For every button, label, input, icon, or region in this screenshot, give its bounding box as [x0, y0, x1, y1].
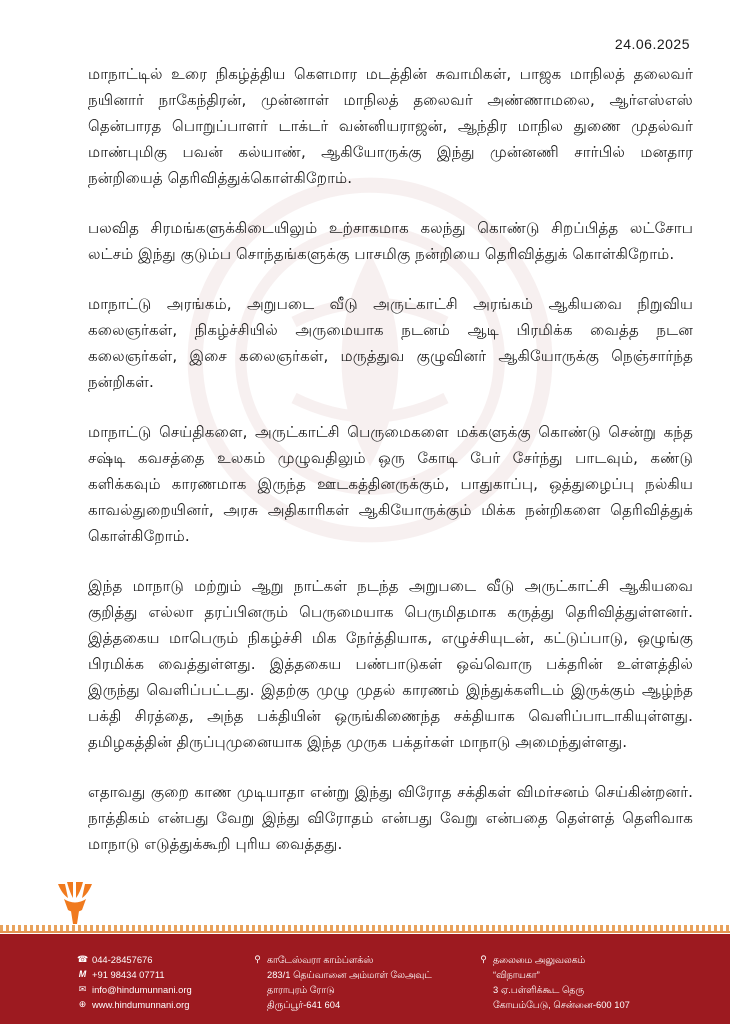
- mobile-icon: M: [78, 969, 87, 979]
- location-pin-icon: ⚲: [254, 954, 261, 964]
- footer-office1-line2: தாராபுரம் ரோடு: [267, 984, 335, 995]
- paragraph-critics-response: எதாவது குறை காண முடியாதா என்று இந்து விரோத சக்திகள் விமர்சனம் செய்கின்றனர். நாத்திகம் என்பது வேறு இந்து விரோதம் என்பது வேறு என்பதை தெள்ளத் தெளிவாக மாநாடு எடுத்துக்கூறி புரிய வைத்தது.: [88, 783, 693, 853]
- paragraph-thanks-speakers: மாநாட்டில் உரை நிகழ்த்திய கௌமார மடத்தின் சுவாமிகள், பாஜக மாநிலத் தலைவர் நயினார் நாகேந்திரன், முன்னாள் மாநிலத் தலைவர் அண்ணாமலை, ஆர்எஸ்எஸ் தென்பாரத பொறுப்பாளர் டாக்டர் வன்னியராஜன், ஆந்திர மாநில துணை முதல்வர் மாண்புமிகு பவன் கல்யாண், ஆகியோருக்கு இந்து முன்னணி சார்பில் மனதார நன்றியைத் தெரிவித்துக்கொள்கிறோம்.: [88, 65, 693, 187]
- letter-body: [88, 61, 693, 881]
- paragraph-thanks-artists: மாநாட்டு அரங்கம், அறுபடை வீடு அருட்காட்சி அரங்கம் ஆகியவை நிறுவிய கலைஞர்கள், நிகழ்ச்சியில் அருமையாக நடனம் ஆடி பிரமிக்க வைத்த நடன கலைஞர்கள், இசை கலைஞர்கள், மருத்துவ குழுவினர் ஆகியோருக்கு நெஞ்சார்ந்த நன்றிகள்.: [88, 295, 693, 391]
- footer-office-chennai: [478, 952, 630, 1012]
- footer-office2-line2: 3 ஏ.பள்ளிக்கூட தெரு: [493, 984, 585, 995]
- footer-phone[interactable]: 044-28457676: [92, 954, 153, 965]
- footer-website-row: [77, 997, 192, 1012]
- footer-office1-name: காடேஸ்வரா காம்ப்ளக்ஸ்: [267, 954, 374, 965]
- footer-email-row: [77, 982, 192, 997]
- organization-logo-icon: [52, 880, 98, 926]
- footer-office2-line1: “விநாயகா”: [493, 969, 540, 980]
- footer-phone-row: [77, 952, 192, 967]
- document-date: 24.06.2025: [614, 36, 690, 52]
- email-icon: ✉: [78, 984, 87, 994]
- paragraph-conference-praise: இந்த மாநாடு மற்றும் ஆறு நாட்கள் நடந்த அறுபடை வீடு அருட்காட்சி ஆகியவை குறித்து எல்லா தரப்பினரும் பெருமையாக பெருமிதமாக கருத்து தெரிவித்துள்ளனர். இத்தகைய மாபெரும் நிகழ்ச்சி மிக நேர்த்தியாக, எழுச்சியுடன், கட்டுப்பாடு, ஒழுங்கு பிரமிக்க வைத்துள்ளது. இத்தகைய பண்பாடுகள் ஒவ்வொரு பக்தரின் உள்ளத்தில் இருந்து வெளிப்பட்டது. இதற்கு முழு முதல் காரணம் இந்துக்களிடம் இருக்கும் ஆழ்ந்த பக்தி சிரத்தை, அந்த பக்தியின் ஒருங்கிணைந்த சக்தியாக வெளிப்பாடாகியுள்ளது. தமிழகத்தின் திருப்புமுனையாக இந்த முருக பக்தர்கள் மாநாடு அமைந்துள்ளது.: [88, 577, 693, 751]
- footer-divider-line: [0, 931, 730, 933]
- phone-icon: ☎: [77, 954, 89, 964]
- footer-contact: [77, 952, 192, 1012]
- footer-website[interactable]: www.hindumunnani.org: [92, 999, 190, 1010]
- footer-mobile[interactable]: +91 98434 07711: [92, 969, 165, 980]
- location-pin-icon: ⚲: [480, 954, 487, 964]
- footer-office1-line1: 283/1 தெய்வானை அம்மாள் லேஅவுட்: [267, 969, 432, 980]
- footer-office2-line3: கோயம்பேடு, சென்னை-600 107: [493, 999, 630, 1010]
- footer-office-tiruppur: [252, 952, 432, 1012]
- globe-icon: ⊕: [78, 999, 87, 1009]
- footer-office2-title-row: [478, 952, 630, 967]
- paragraph-thanks-families: பலவித சிரமங்களுக்கிடையிலும் உற்சாகமாக கலந்து கொண்டு சிறப்பித்த லட்சோப லட்சம் இந்து குடும்ப சொந்தங்களுக்கு பாசமிகு நன்றியை தெரிவித்துக் கொள்கிறோம்.: [88, 219, 693, 263]
- footer-office1-title-row: [252, 952, 432, 967]
- footer-bar: [0, 934, 730, 1024]
- footer-office1-line3: திருப்பூர்-641 604: [267, 999, 341, 1010]
- footer-mobile-row: [77, 967, 192, 982]
- paragraph-thanks-media-police: மாநாட்டு செய்திகளை, அருட்காட்சி பெருமைகளை மக்களுக்கு கொண்டு சென்று கந்த சஷ்டி கவசத்தை உலகம் முழுவதிலும் ஒரு கோடி பேர் சேர்ந்து பாடவும், கண்டு களிக்கவும் காரணமாக இருந்த ஊடகத்தினருக்கும், பாதுகாப்பு, ஒத்துழைப்பு நல்கிய காவல்துறையினர், அரசு அதிகாரிகள் ஆகியோருக்கும் மிக்க நன்றிகளை தெரிவித்துக் கொள்கிறோம்.: [88, 423, 693, 545]
- footer-email[interactable]: info@hindumunnani.org: [92, 984, 192, 995]
- footer-office2-name: தலைமை அலுவலகம்: [493, 954, 586, 965]
